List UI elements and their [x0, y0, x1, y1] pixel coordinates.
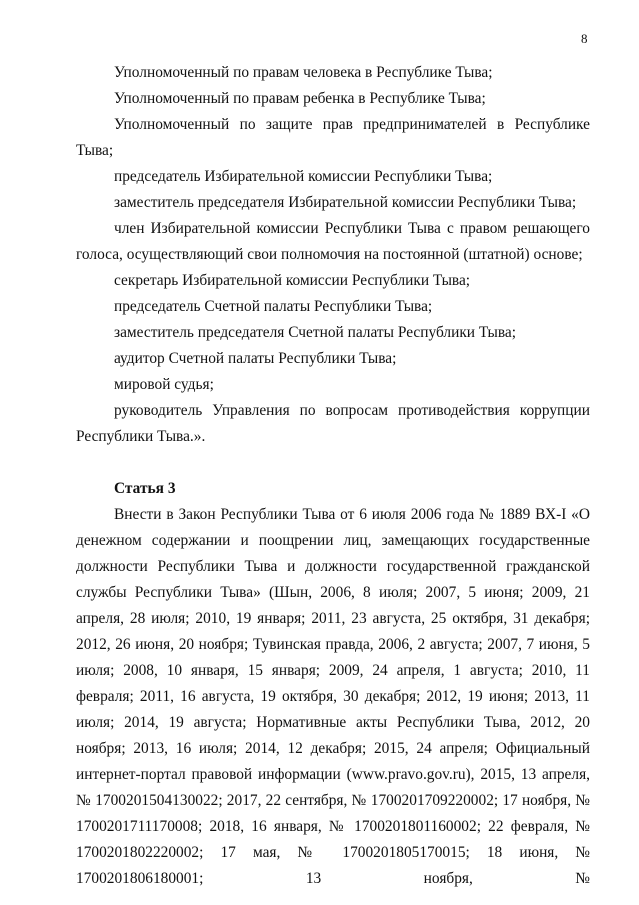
- list-item-accounts-chamber-deputy: заместитель председателя Счетной палаты Республики Тыва;: [114, 324, 517, 341]
- page-number: 8: [581, 31, 588, 46]
- article-heading: Статья 3: [114, 480, 176, 497]
- list-item-ombudsman-human-rights: Уполномоченный по правам человека в Республике Тыва;: [114, 64, 493, 81]
- list-item-accounts-chamber-chair: председатель Счетной палаты Республики Тыва;: [114, 298, 433, 315]
- list-item-ombudsman-entrepreneurs: Уполномоченный по защите прав предпринимателей в Республике Тыва;: [76, 116, 590, 159]
- list-item-ombudsman-child-rights: Уполномоченный по правам ребенка в Республике Тыва;: [114, 90, 486, 107]
- list-item-election-commission-chair: председатель Избирательной комиссии Республики Тыва;: [114, 168, 493, 185]
- list-item-anticorruption-head: руководитель Управления по вопросам противодействия коррупции Республики Тыва.».: [76, 402, 590, 445]
- list-item-election-commission-secretary: секретарь Избирательной комиссии Республики Тыва;: [114, 272, 471, 289]
- list-item-magistrate: мировой судья;: [114, 376, 214, 393]
- list-item-election-commission-deputy: заместитель председателя Избирательной комиссии Республики Тыва;: [114, 194, 577, 211]
- list-item-election-commission-member: член Избирательной комиссии Республики Тыва с правом решающего голоса, осуществляющий свои полномочия на постоянной (штатной) основе;: [76, 220, 590, 263]
- list-item-accounts-chamber-auditor: аудитор Счетной палаты Республики Тыва;: [114, 350, 397, 367]
- document-body: [76, 60, 590, 892]
- article-body: Внести в Закон Республики Тыва от 6 июля 2006 года № 1889 ВХ-I «О денежном содержании и поощрении лиц, замещающих государственные должности Республики Тыва и должности государственной гражданской службы Республики Тыва» (Шын, 2006, 8 июля; 2007, 5 июня; 2009, 21 апреля, 28 июля; 2010, 19 января; 2011, 23 августа, 25 октября, 31 декабря; 2012, 26 июня, 20 ноября; Тувинская правда, 2006, 2 августа; 2007, 7 июня, 5 июля; 2008, 10 января, 15 января; 2009, 24 апреля, 1 августа; 2010, 11 февраля; 2011, 16 августа, 19 октября, 30 декабря; 2012, 19 июня; 2013, 11 июля; 2014, 19 августа; Нормативные акты Республики Тыва, 2012, 20 ноября; 2013, 16 июля; 2014, 12 декабря; 2015, 24 апреля; Официальный интернет-портал правовой информации (www.pravo.gov.ru), 2015, 13 апреля, № 1700201504130022; 2017, 22 сентября, № 1700201709220002; 17 ноября, № 1700201711170008; 2018, 16 января, № 1700201801160002; 22 февраля, № 1700201802220002; 17 мая, № 1700201805170015; 18 июня, № 1700201806180001; 13 ноября, №: [76, 506, 590, 887]
